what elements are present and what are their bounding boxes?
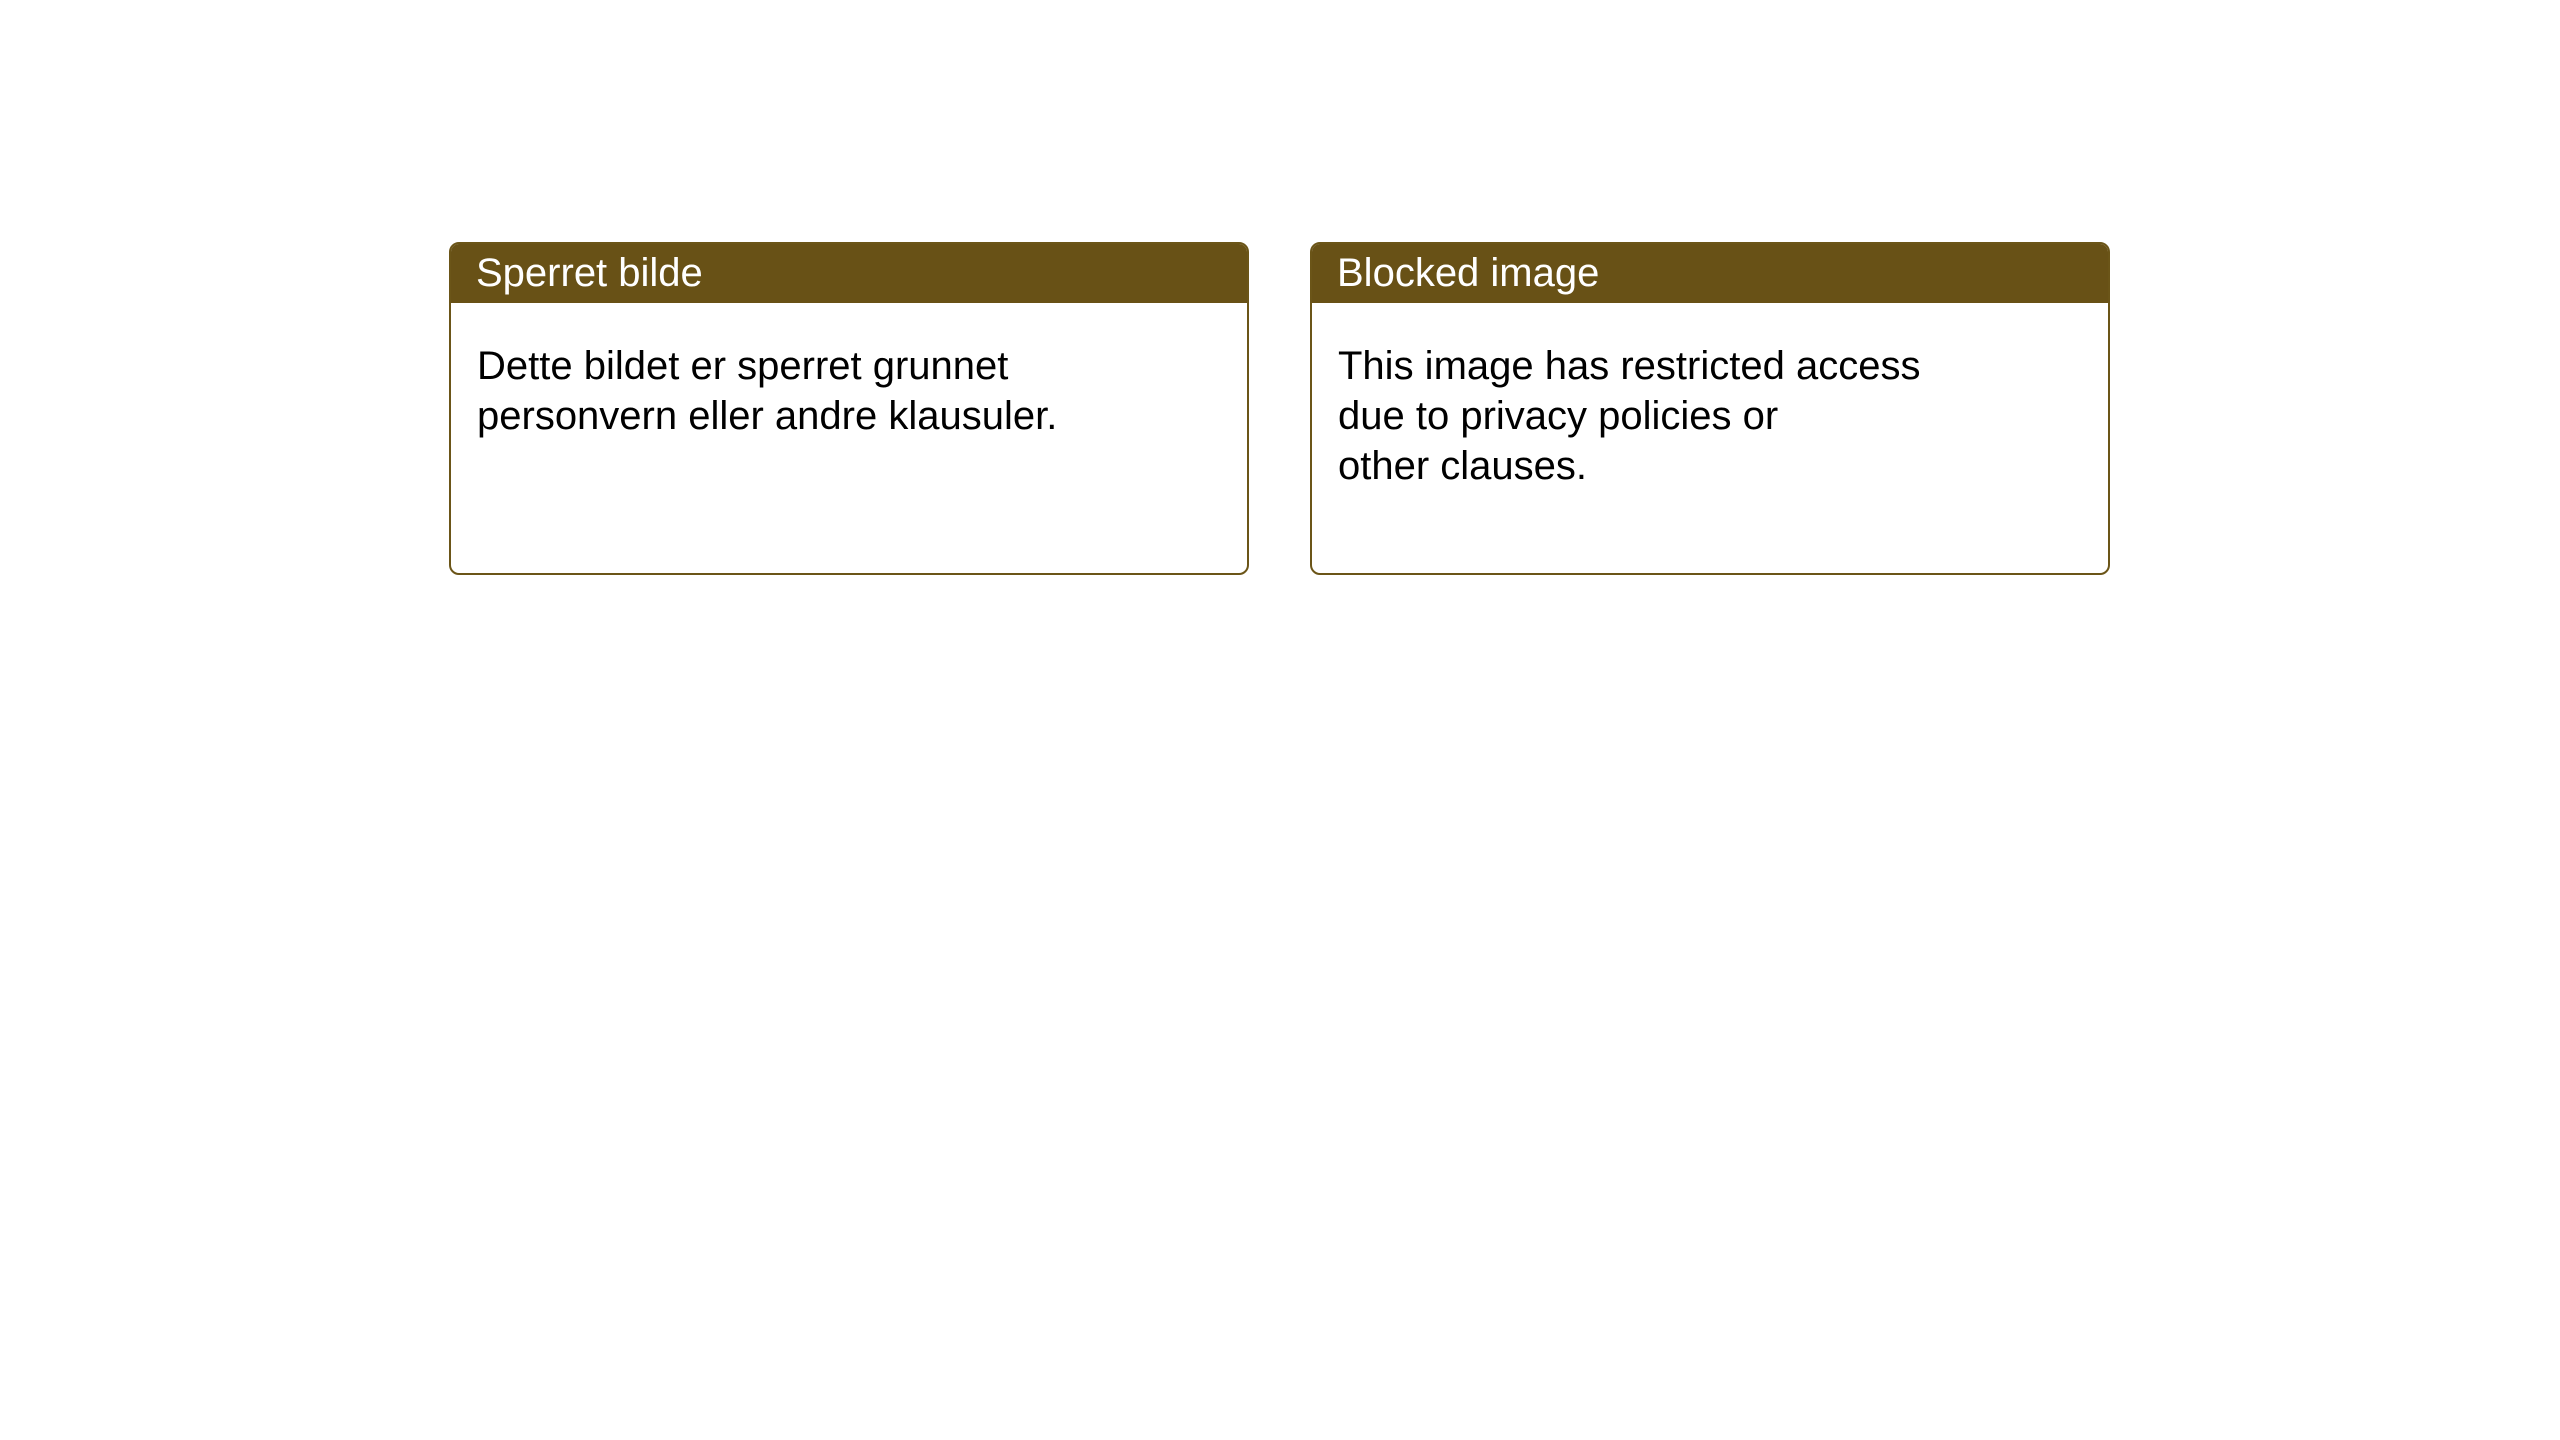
card-header: [1311, 243, 2109, 303]
card-title: Blocked image: [1337, 251, 1600, 295]
card-title: Sperret bilde: [476, 251, 703, 295]
card-body: [1312, 303, 2108, 491]
body-line: This image has restricted access: [1338, 344, 1921, 388]
body-line: other clauses.: [1338, 444, 1588, 488]
body-line: due to privacy policies or: [1338, 394, 1779, 438]
body-line: Dette bildet er sperret grunnet: [477, 344, 1009, 388]
body-line: personvern eller andre klausuler.: [477, 394, 1058, 438]
card-body: [451, 303, 1247, 441]
blocked-image-card-norwegian: [449, 242, 1249, 575]
card-header: [450, 243, 1248, 303]
blocked-image-card-english: [1310, 242, 2110, 575]
